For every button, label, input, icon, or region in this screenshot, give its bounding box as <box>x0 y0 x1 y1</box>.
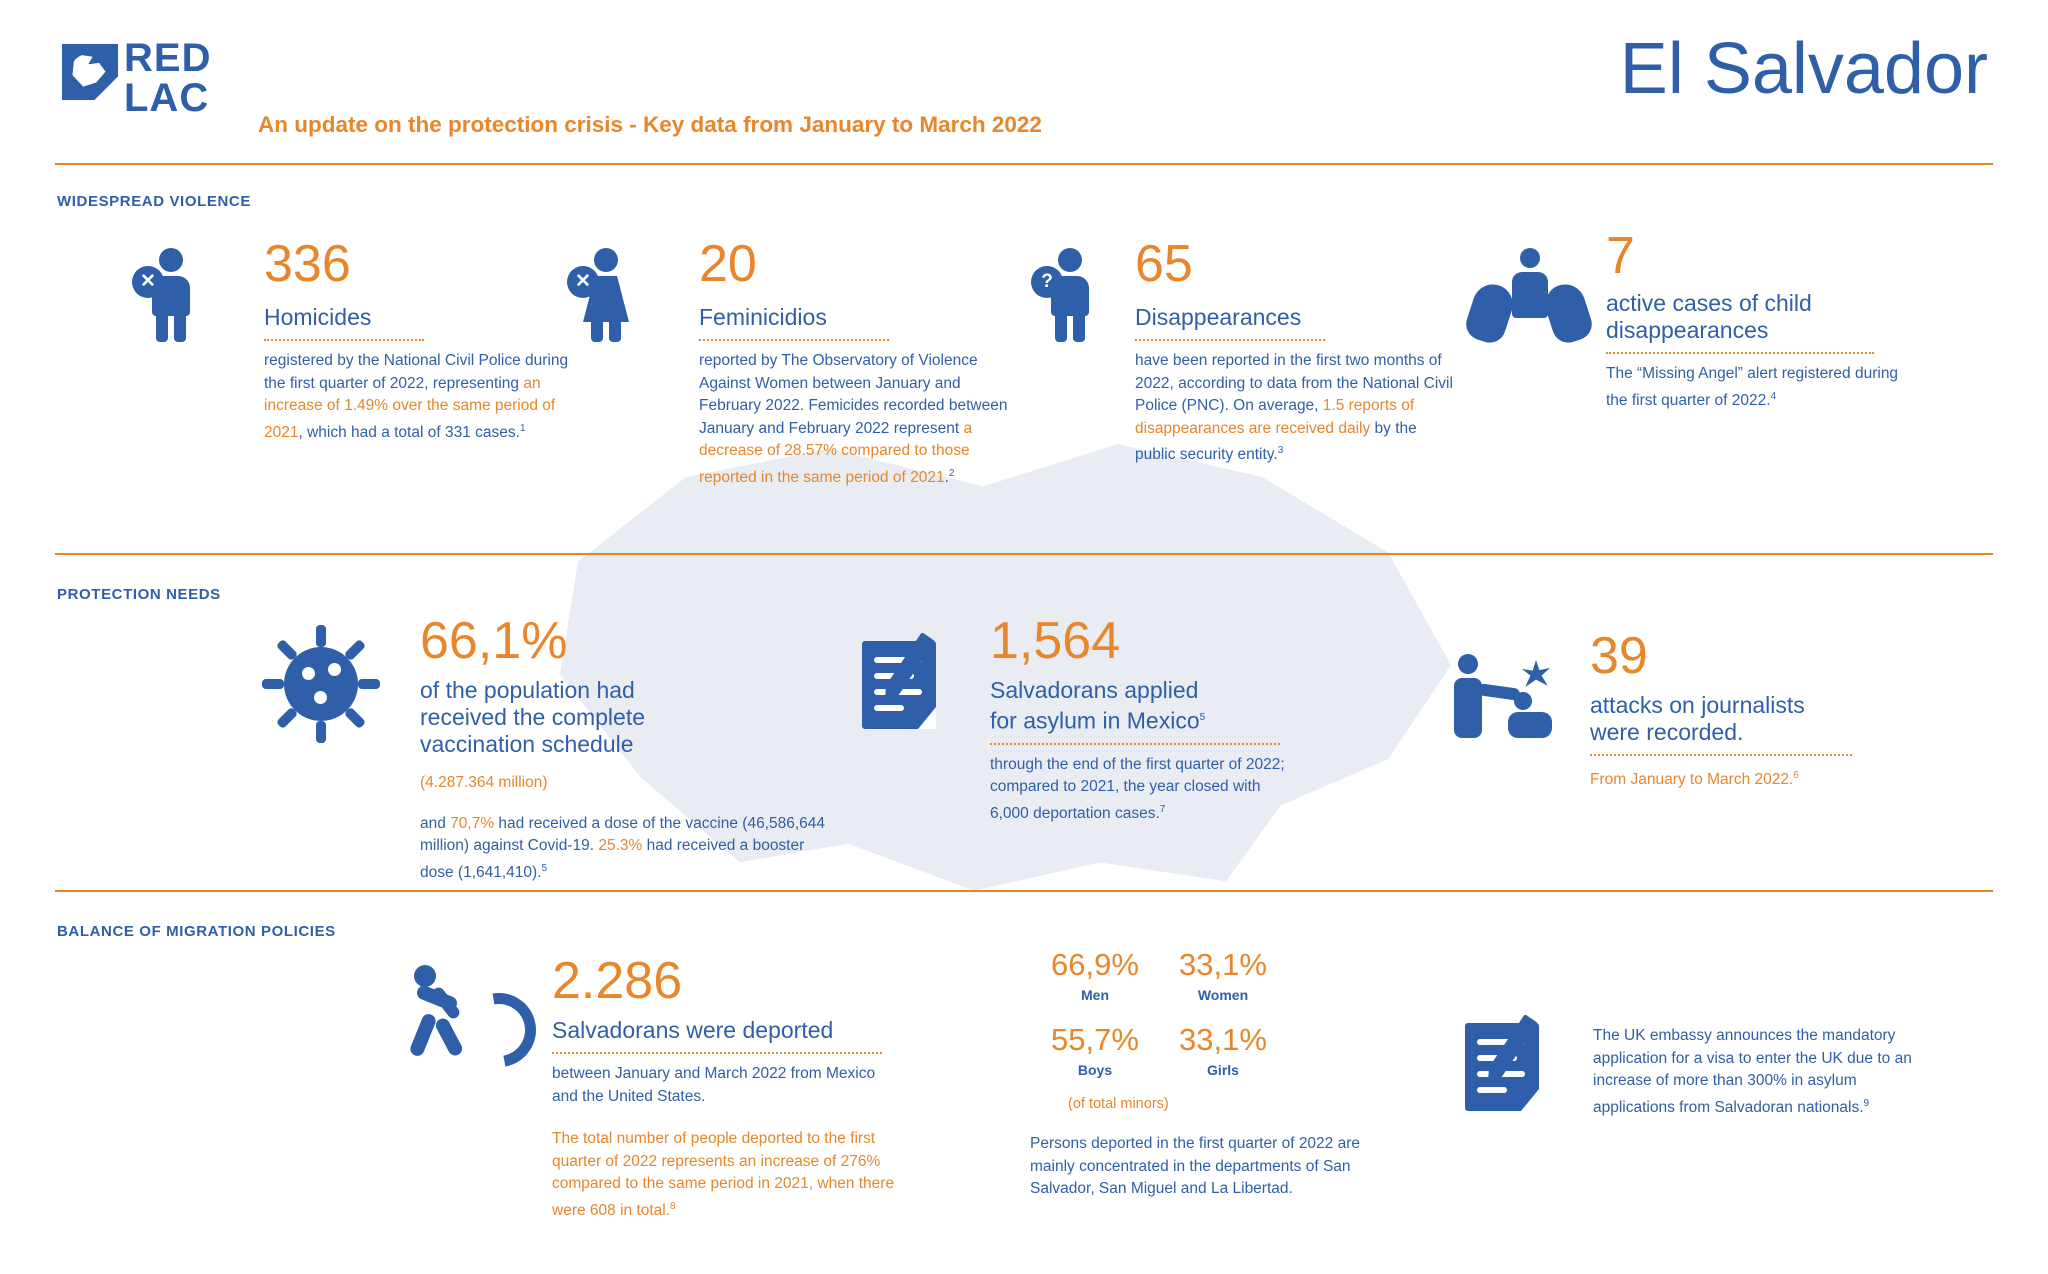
demo-minors-note: (of total minors) <box>1068 1096 1169 1112</box>
deported-body <box>552 1063 892 1108</box>
child-disappearances-headline: active cases of child disappearances <box>1606 290 1812 343</box>
journalist-attacks-number: 39 <box>1590 627 1648 685</box>
divider-protection <box>55 553 1993 555</box>
text-part: have been reported in the first two months of 2022, according to data from the National Civil Police (PNC). On average, <box>1135 352 1453 414</box>
text-part: through the end of the first quarter of 2022; compared to 2021, the year closed with 6,000 deportation cases. <box>990 755 1285 822</box>
document-pencil-icon <box>862 633 954 733</box>
demo-men-label: Men <box>1081 987 1109 1003</box>
text-part: The UK embassy announces the mandatory application for a visa to enter the UK due to an increase of more than 300% in asylum applications from Salvadoran nationals. <box>1593 1027 1912 1116</box>
text-part: , which had a total of 331 cases. <box>298 423 520 441</box>
divider-migration <box>55 890 1993 892</box>
footnote-ref: 8 <box>670 1200 676 1212</box>
demo-women-label: Women <box>1197 987 1249 1003</box>
feminicidios-number: 20 <box>699 235 757 293</box>
demo-boys <box>1040 1023 1150 1078</box>
footnote-ref: 2 <box>948 467 955 479</box>
demo-women-value: 33,1% <box>1179 947 1267 982</box>
dotted-divider <box>264 339 424 341</box>
x-badge-icon: ✕ <box>567 266 599 298</box>
logo-lac-text: LAC <box>124 76 210 120</box>
text-part: . <box>944 468 949 486</box>
divider-header <box>55 163 1993 165</box>
globe-icon <box>62 44 118 100</box>
feminicidios-headline: Feminicidios <box>699 304 827 330</box>
child-disappearances-body <box>1606 363 1906 412</box>
footnote-ref: 7 <box>1159 803 1166 815</box>
vaccination-body <box>420 813 830 885</box>
footnote-ref: 5 <box>541 862 548 874</box>
dotted-divider <box>990 743 1280 745</box>
dotted-divider <box>699 339 889 341</box>
asylum-headline <box>990 677 1210 735</box>
dotted-divider <box>1590 754 1852 756</box>
homicides-body <box>264 350 582 444</box>
dotted-divider <box>1606 352 1874 354</box>
journalist-attacks-body <box>1590 765 1880 792</box>
text-part: reported by The Observatory of Violence Against Women between January and February 2022. Femicides recorded between January and February 2022 represent <box>699 352 1008 437</box>
demo-girls-value: 33,1% <box>1179 1022 1267 1057</box>
disappearances-body <box>1135 350 1453 467</box>
homicides-headline: Homicides <box>264 304 372 330</box>
running-person-icon <box>400 965 520 1065</box>
disappearances-headline: Disappearances <box>1135 304 1302 330</box>
demo-caption: Persons deported in the first quarter of 2022 are mainly concentrated in the departments of San Salvador, San Miguel and La Libertad. <box>1030 1135 1361 1197</box>
header <box>0 0 2048 160</box>
hands-child-icon <box>1470 248 1588 348</box>
virus-icon <box>262 625 380 743</box>
child-disappearances-number: 7 <box>1606 227 1635 285</box>
attack-journalist-icon <box>1450 652 1560 742</box>
footnote-ref: 3 <box>1277 445 1284 456</box>
vaccination-subtext: (4.287.364 million) <box>420 774 548 791</box>
dotted-divider <box>1135 339 1325 341</box>
asylum-headline-text: Salvadorans applied for asylum in Mexico <box>990 677 1200 734</box>
homicides-number: 336 <box>264 235 351 293</box>
demo-men <box>1040 948 1150 1003</box>
demo-boys-value: 55,7% <box>1051 1022 1139 1057</box>
footnote-ref: 1 <box>519 422 526 434</box>
text-part-highlight: a decrease of 28.57% compared to those reported in the same period of 2021 <box>699 419 973 486</box>
journalist-attacks-headline: attacks on journalists were recorded. <box>1590 692 1805 745</box>
footnote-ref: 4 <box>1770 390 1777 402</box>
section-label-protection: PROTECTION NEEDS <box>57 586 221 603</box>
text-part: The “Missing Angel” alert registered during the first quarter of 2022. <box>1606 365 1899 409</box>
asylum-number: 1,564 <box>990 612 1121 670</box>
disappearances-number: 65 <box>1135 235 1193 293</box>
document-pencil-icon <box>1465 1015 1557 1115</box>
demo-men-value: 66,9% <box>1051 947 1139 982</box>
question-badge-icon: ? <box>1031 266 1063 298</box>
footnote-ref: 5 <box>1199 712 1206 723</box>
text-part-highlight: 25.3% <box>598 837 643 854</box>
text-part: had received a booster dose (1,641,410). <box>420 837 805 881</box>
vaccination-number: 66,1% <box>420 612 568 670</box>
logo-red-text: RED <box>124 36 212 80</box>
x-badge-icon: ✕ <box>132 266 164 298</box>
header-subtitle: An update on the protection crisis - Key data from January to March 2022 <box>258 112 1042 137</box>
deported-body-2 <box>552 1128 902 1222</box>
person-question-icon <box>1041 248 1093 342</box>
text-part-highlight: an increase of 1.49% over the same period of 2021 <box>264 374 556 441</box>
asylum-body <box>990 754 1290 826</box>
demo-boys-label: Boys <box>1077 1062 1113 1078</box>
text-part-highlight: 70,7% <box>450 814 495 832</box>
text-part: and <box>420 814 451 832</box>
text-part-highlight: 1.5 reports of disappearances are received daily <box>1135 397 1415 437</box>
section-label-migration: BALANCE OF MIGRATION POLICIES <box>57 923 336 940</box>
text-part: had received a dose of the vaccine (46,586,644 million) against Covid-19. <box>420 814 826 854</box>
feminicidios-body <box>699 350 1017 489</box>
footnote-ref: 6 <box>1793 770 1799 781</box>
redlac-logo <box>62 36 247 120</box>
demo-girls-label: Girls <box>1207 1062 1239 1078</box>
text-part-highlight: The total number of people deported to the first quarter of 2022 represents an increase of 276% compared to the same period in 2021, when there were 608 in total. <box>552 1130 895 1219</box>
demo-girls <box>1168 1023 1278 1078</box>
deported-number: 2.286 <box>552 952 683 1010</box>
vaccination-headline: of the population had received the complete vaccination schedule <box>420 677 646 757</box>
text-part-highlight: From January to March 2022. <box>1590 771 1794 789</box>
woman-x-icon <box>575 248 629 342</box>
dotted-divider <box>552 1052 882 1054</box>
person-x-icon <box>140 248 194 342</box>
country-title: El Salvador <box>1619 29 1988 109</box>
demo-women <box>1168 948 1278 1003</box>
footnote-ref: 9 <box>1863 1097 1870 1109</box>
text-part: registered by the National Civil Police during the first quarter of 2022, representing <box>264 352 569 392</box>
uk-embassy-body <box>1593 1025 1923 1119</box>
text-part: by the public security entity. <box>1135 419 1417 464</box>
section-label-violence: WIDESPREAD VIOLENCE <box>57 193 251 210</box>
deported-headline: Salvadorans were deported <box>552 1017 834 1043</box>
text-part: between January and March 2022 from Mexico and the United States. <box>552 1065 876 1105</box>
